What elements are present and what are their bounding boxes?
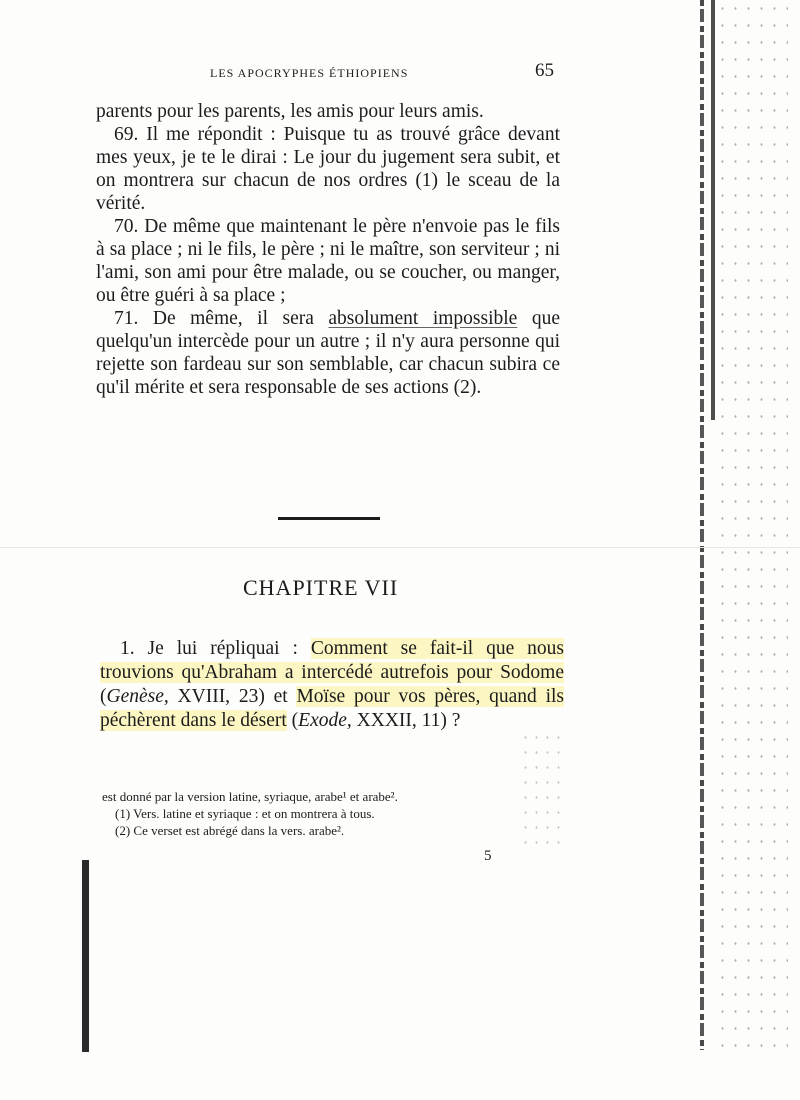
section-rule bbox=[278, 517, 380, 520]
footnote-1: (1) Vers. latine et syriaque : et on montrera à tous. bbox=[115, 806, 375, 821]
running-head: LES APOCRYPHES ÉTHIOPIENS bbox=[210, 66, 409, 80]
verse-1 bbox=[100, 637, 564, 733]
paragraph-71-end: que quelqu'un intercède pour un autre ; il n'y aura personne qui rejette son fardeau sur son semblable, car chacun subira ce qu'il mérite et sera responsable de ses actions (2). bbox=[96, 308, 560, 398]
paragraph-69: 69. Il me répondit : Puisque tu as trouvé grâce devant mes yeux, je te le dirai : Le jour du jugement sera subit, et on montrera sur chacun de nos ordres (1) le sceau de la vérité. bbox=[96, 124, 560, 214]
paragraph-71-start: 71. De même, il sera bbox=[114, 308, 329, 329]
genese-ref-title: Genèse, bbox=[106, 686, 169, 707]
paragraph-71 bbox=[96, 307, 560, 399]
exode-ref: XXXII, 11) ? bbox=[351, 710, 461, 731]
genese-open: ( bbox=[100, 686, 107, 707]
paper-fold-line bbox=[0, 547, 800, 548]
signature-mark: 5 bbox=[484, 848, 492, 864]
paragraph-continuation: parents pour les parents, les amis pour leurs amis. bbox=[96, 101, 484, 122]
footnote-carryover: est donné par la version latine, syriaque, arabe¹ et arabe². bbox=[102, 789, 398, 804]
highlight-moise: Moïse pour vos pères, quand ils péchèrent dans le désert bbox=[100, 686, 564, 731]
chapter-title: CHAPITRE VII bbox=[243, 575, 399, 600]
scan-noise-right bbox=[716, 0, 788, 1050]
underlined-phrase: absolument impossible bbox=[328, 308, 518, 329]
footnotes bbox=[102, 788, 562, 839]
scan-edge-right-secondary bbox=[711, 0, 715, 420]
exode-ref-title: Exode, bbox=[298, 710, 352, 731]
verse-1-start: 1. Je lui répliquai : bbox=[120, 638, 311, 659]
page-number: 65 bbox=[535, 60, 554, 81]
body-text bbox=[96, 100, 560, 399]
paragraph-70: 70. De même que maintenant le père n'envoie pas le fils à sa place ; ni le fils, le père ; ni le maître, son serviteur ; ni l'ami, son ami pour être malade, ou se coucher, ou manger, ou être guéri à sa place ; bbox=[96, 216, 560, 306]
footnote-2: (2) Ce verset est abrégé dans la vers. arabe². bbox=[115, 823, 345, 838]
exode-open: ( bbox=[286, 710, 299, 731]
scan-edge-left bbox=[82, 860, 89, 1052]
highlight-abraham: Comment se fait-il que nous trouvions qu'Abraham a intercédé autrefois pour Sodome bbox=[100, 638, 565, 683]
scan-edge-right bbox=[700, 0, 704, 1050]
chapter-text bbox=[100, 637, 564, 733]
genese-ref: XVIII, 23) et bbox=[168, 686, 297, 707]
